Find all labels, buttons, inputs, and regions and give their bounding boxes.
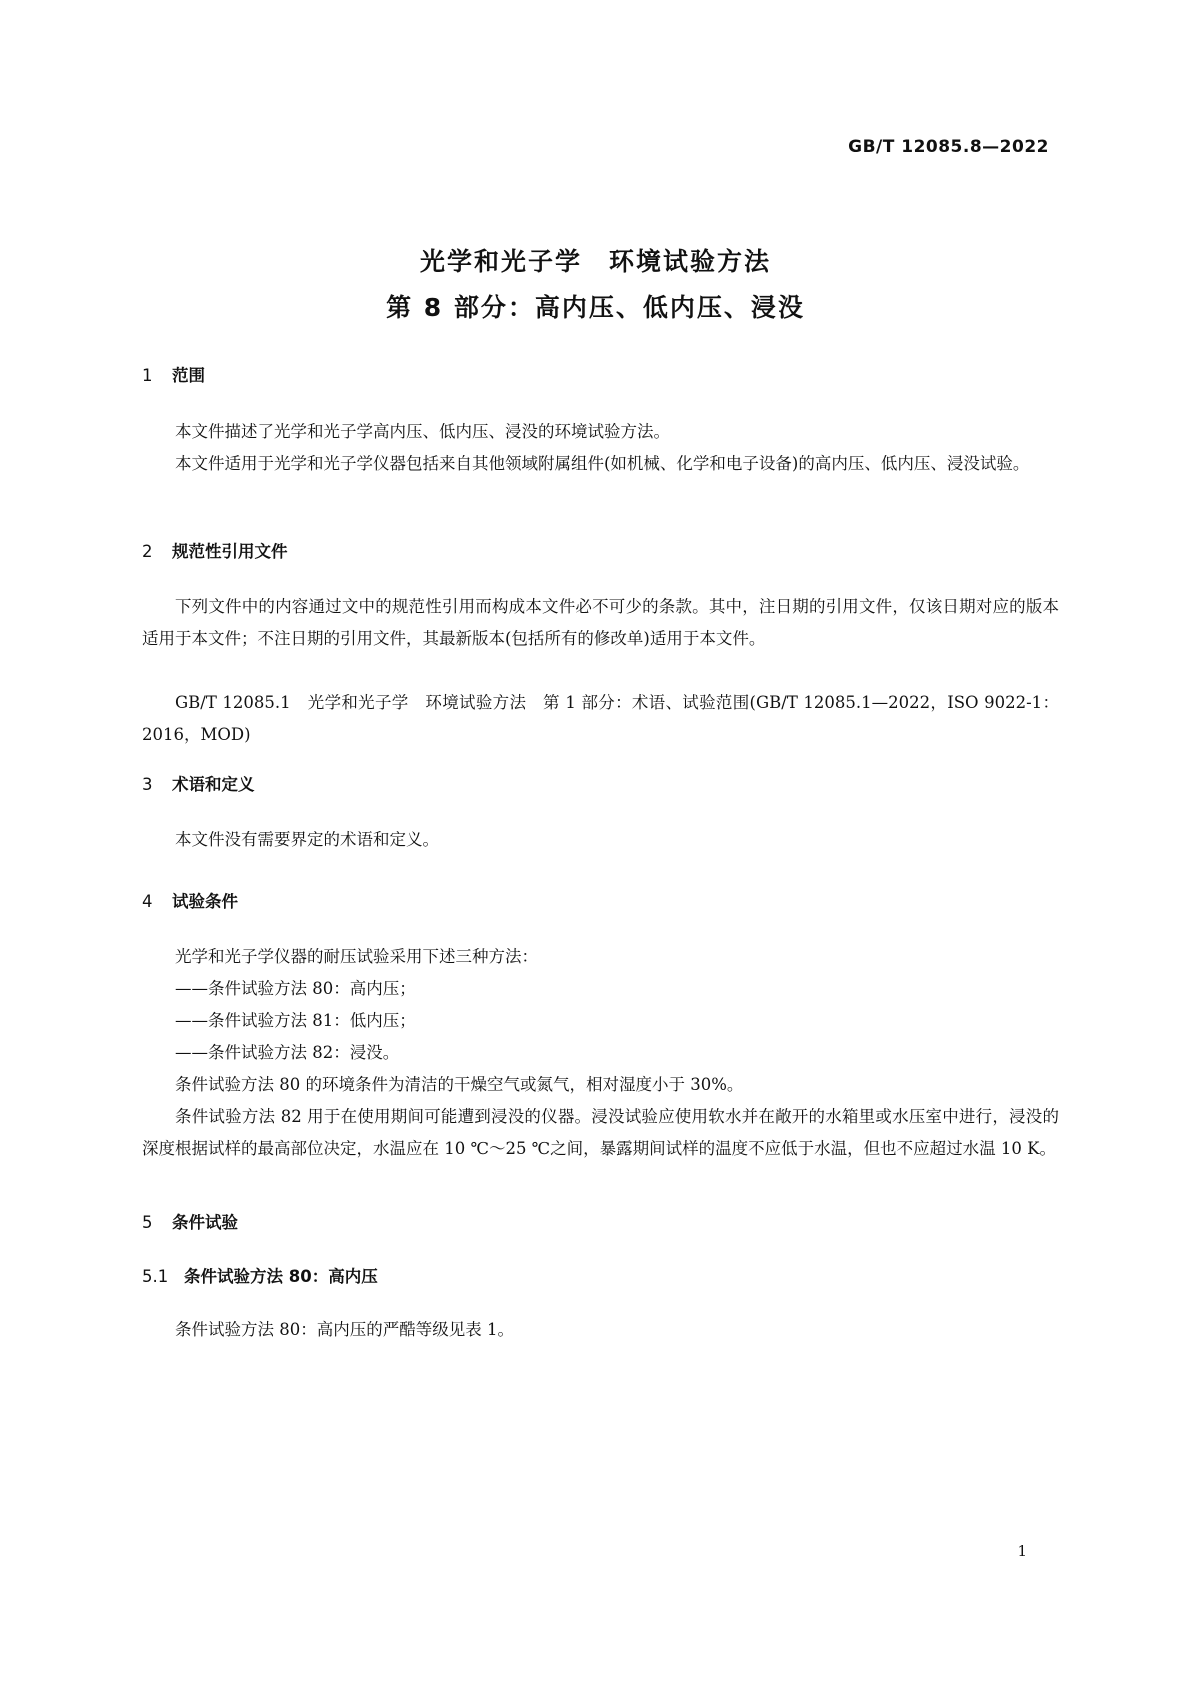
section-4-paragraph-3: 条件试验方法 82 用于在使用期间可能遭到浸没的仪器。浸没试验应使用软水并在敞开的水箱里或水压室中进行，浸没的深度根据试样的最高部位决定，水温应在 10 ℃～25 ℃之间，暴露期间试样的温度不应低于水温，但也不应超过水温 10 K。 — [142, 1107, 1059, 1158]
section-2-heading — [142, 538, 288, 562]
subsection-5-1-heading — [142, 1263, 378, 1287]
section-title: 规范性引用文件 — [172, 542, 288, 561]
section-4-paragraph-1: 光学和光子学仪器的耐压试验采用下述三种方法： — [175, 947, 538, 966]
document-title-line2: 第 8 部分：高内压、低内压、浸没 — [386, 293, 805, 322]
section-number: 1 — [142, 366, 153, 385]
section-2-paragraph-1: 下列文件中的内容通过文中的规范性引用而构成本文件必不可少的条款。其中，注日期的引用文件，仅该日期对应的版本适用于本文件；不注日期的引用文件，其最新版本(包括所有的修改单)适用于本文件。 — [142, 597, 1059, 648]
page-number: 1 — [1017, 1542, 1027, 1560]
section-4-heading — [142, 888, 238, 912]
document-title-line1: 光学和光子学 环境试验方法 — [419, 247, 771, 276]
subsection-5-1-paragraph-1: 条件试验方法 80：高内压的严酷等级见表 1。 — [175, 1320, 514, 1339]
section-title: 范围 — [172, 366, 205, 385]
section-number: 4 — [142, 892, 153, 911]
section-title: 术语和定义 — [172, 775, 255, 794]
list-item: ——条件试验方法 81：低内压； — [175, 1011, 416, 1030]
standard-number: GB/T 12085.8—2022 — [848, 137, 1049, 157]
section-5-heading — [142, 1209, 238, 1233]
section-number: 2 — [142, 542, 153, 561]
section-3-heading — [142, 771, 255, 795]
subsection-title: 条件试验方法 80：高内压 — [184, 1267, 378, 1286]
section-number: 5 — [142, 1213, 153, 1232]
list-item: ——条件试验方法 80：高内压； — [175, 979, 416, 998]
subsection-number: 5.1 — [142, 1267, 169, 1286]
section-4-paragraph-2: 条件试验方法 80 的环境条件为清洁的干燥空气或氮气，相对湿度小于 30%。 — [175, 1075, 744, 1094]
section-1-paragraph-2: 本文件适用于光学和光子学仪器包括来自其他领域附属组件(如机械、化学和电子设备)的高内压、低内压、浸没试验。 — [175, 454, 1030, 473]
section-3-paragraph-1: 本文件没有需要界定的术语和定义。 — [175, 830, 439, 849]
list-item: ——条件试验方法 82：浸没。 — [175, 1043, 400, 1062]
section-number: 3 — [142, 775, 153, 794]
section-title: 试验条件 — [172, 892, 238, 911]
section-2-reference: GB/T 12085.1 光学和光子学 环境试验方法 第 1 部分：术语、试验范围(GB/T 12085.1—2022，ISO 9022-1：2016，MOD) — [142, 693, 1059, 744]
section-1-heading — [142, 362, 205, 386]
section-title: 条件试验 — [172, 1213, 238, 1232]
section-1-paragraph-1: 本文件描述了光学和光子学高内压、低内压、浸没的环境试验方法。 — [175, 422, 670, 441]
